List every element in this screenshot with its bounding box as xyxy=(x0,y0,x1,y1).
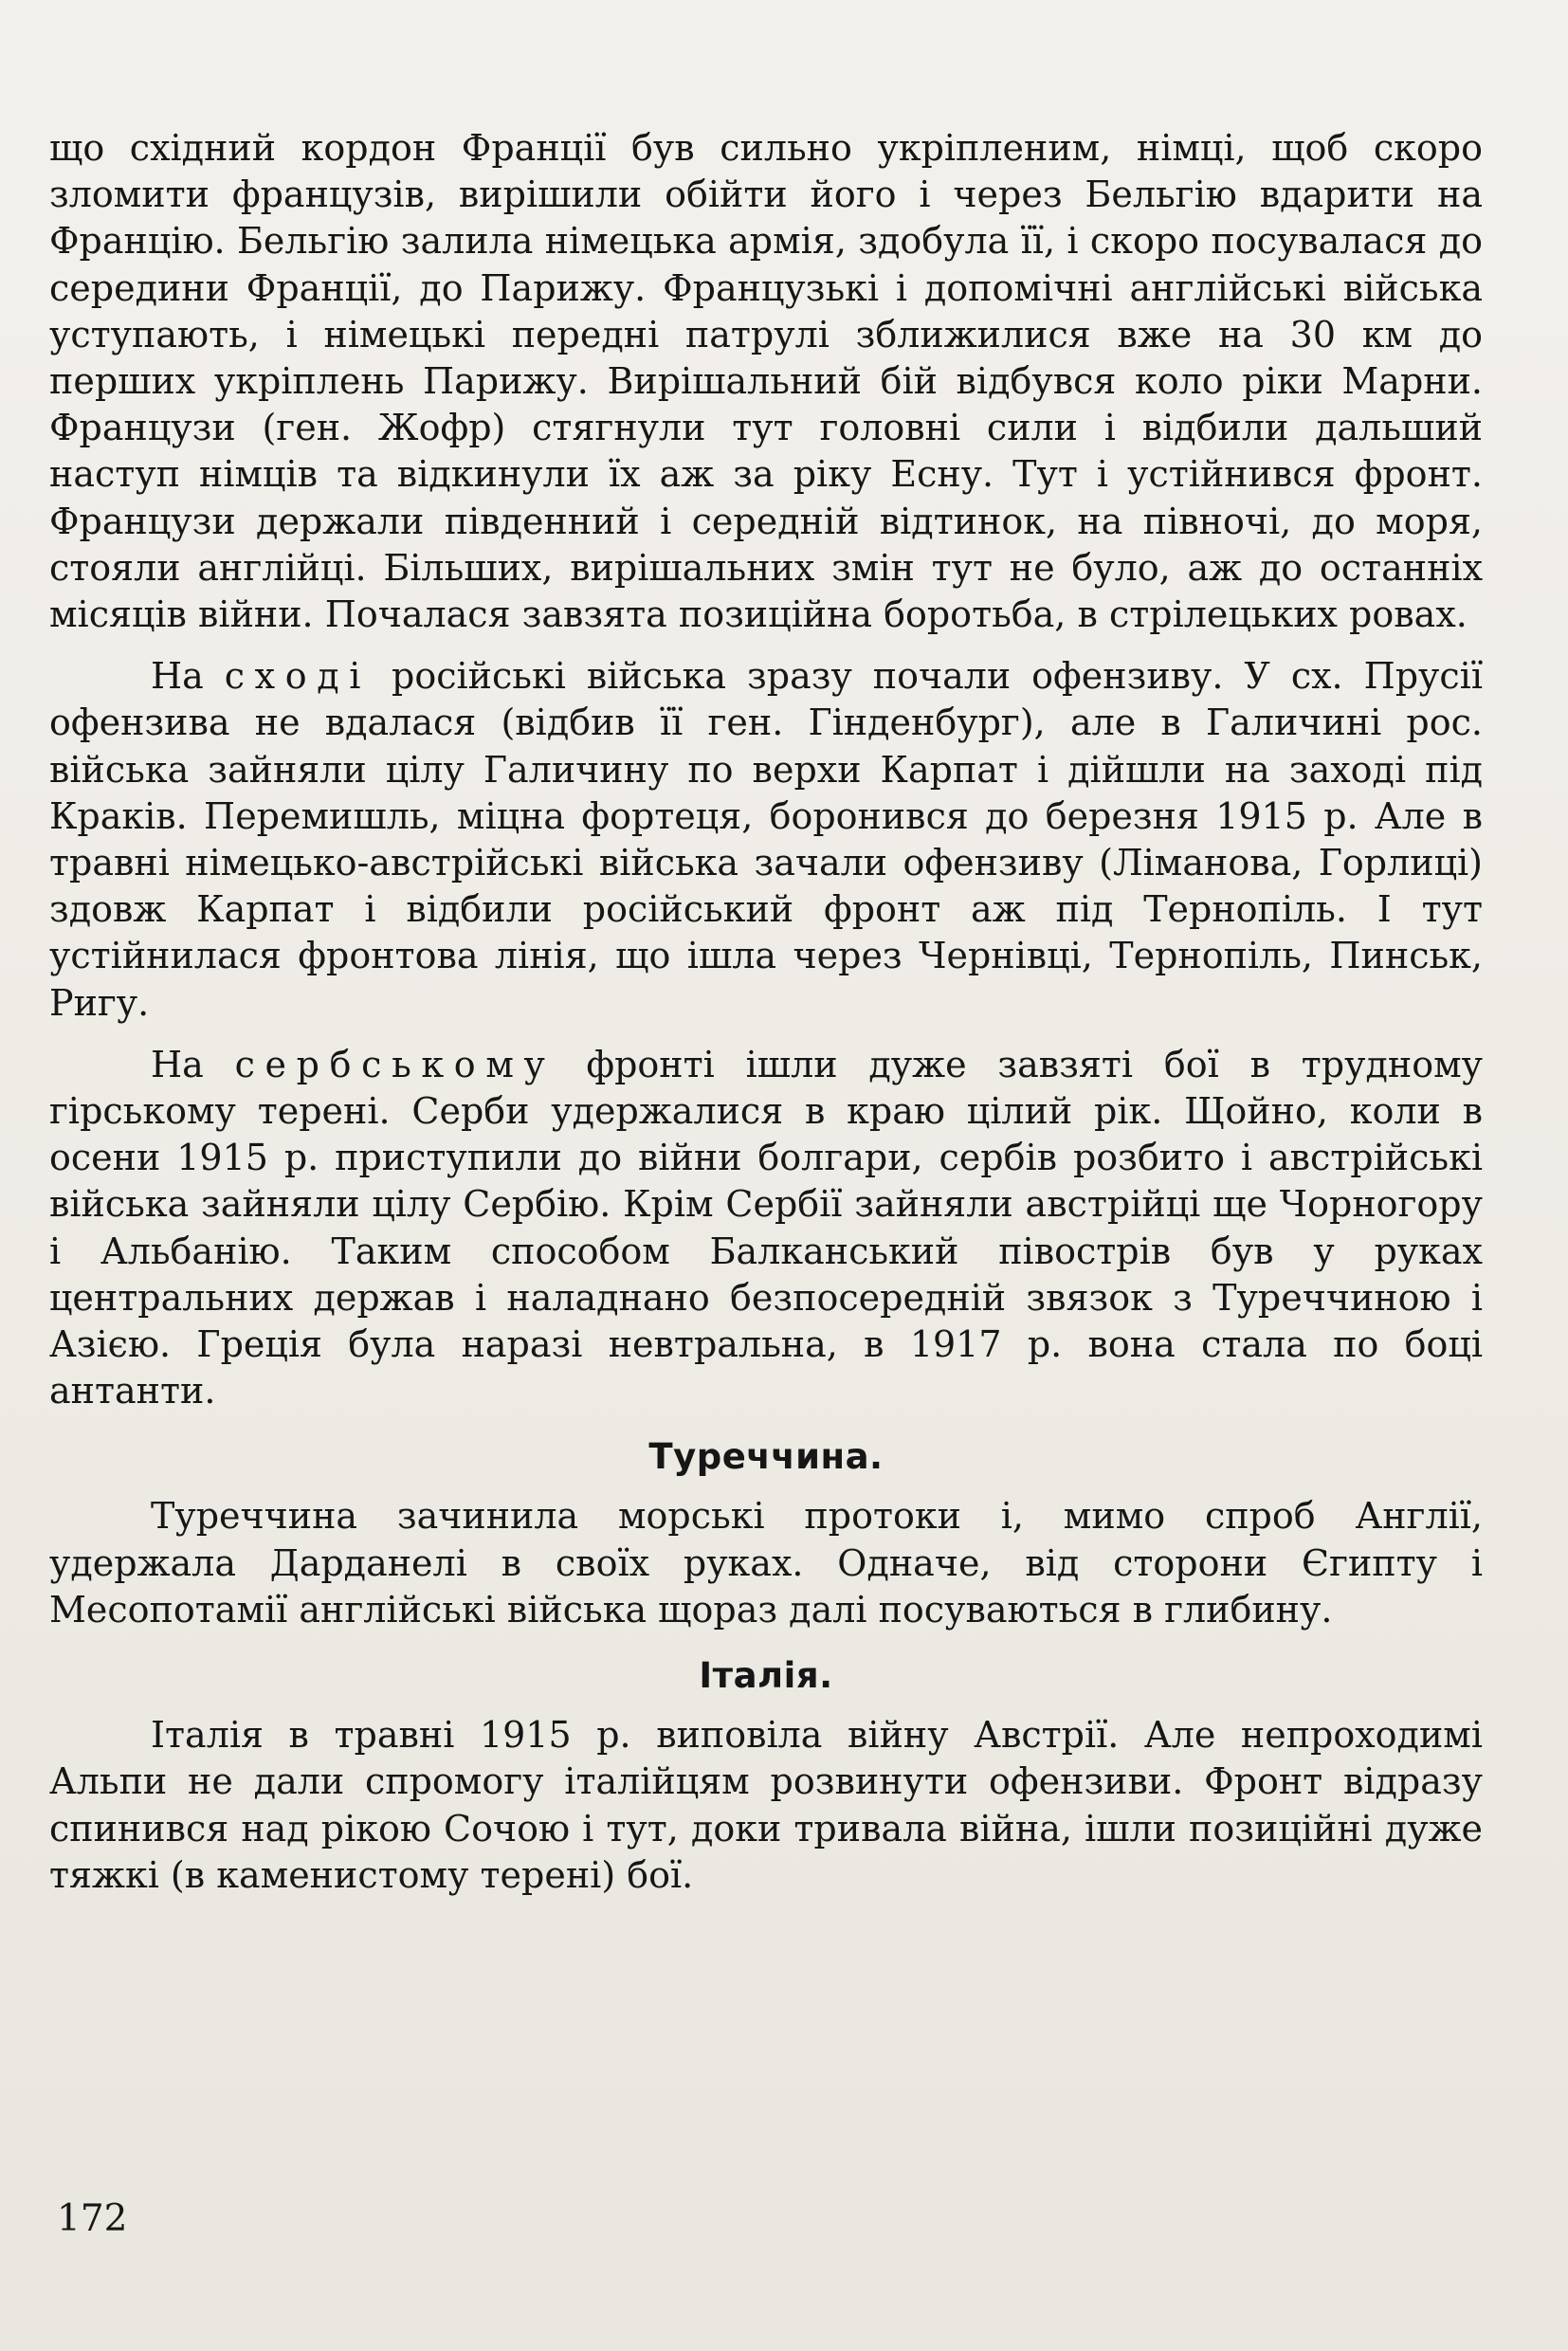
paragraph-text: фронті ішли дуже завзяті бої в трудному гірському терені. Серби удержалися в краю цілий рік. Щойно, коли в осени 1915 р. приступили до війни болгари, сербів розбито і австрійські війська зайняли цілу Сербію. Крім Сербії зайняли австрійці ще Чорногору і Альбанію. Таким способом Балканський півострів був у руках центральних держав і наладнано безпосередній звязок з Туреччиною і Азією. Греція була наразі невтральна, в 1917 р. вона стала по боці антанти. xyxy=(49,1043,1483,1412)
lead-word: На xyxy=(151,655,204,698)
paragraph-western-front: що східний кордон Франції був сильно укріпленим, німці, щоб скоро зломити французів, вирішили обійти його і через Бельгію вдарити на Францію. Бельгію залила німецька армія, здобула її, і скоро посувалася до середини Франції, до Парижу. Французькі і допомічні англійські війська уступають, і німецькі передні патрулі зближилися вже на 30 км до перших укріплень Парижу. Вирішальний бій відбувся коло ріки Марни. Французи (ген. Жофр) стягнули тут головні сили і відбили дальший наступ німців та відкинули їх аж за ріку Есну. Тут і устійнився фронт. Французи держали південний і середній відтинок, на півночі, до моря, стояли англійці. Більших, вирішальних змін тут не було, аж до останніх місяців війни. Почалася завзята позиційна боротьба, в стрілецьких ровах. xyxy=(49,127,1483,636)
section-heading-italy: Італія. xyxy=(699,1655,833,1697)
paragraph-italy: Італія в травні 1915 р. виповіла війну Австрії. Але непроходимі Альпи не дали спромогу італійцям розвинути офензиви. Фронт відразу спинився над рікою Сочою і тут, доки тривала війна, ішли позиційні дуже тяжкі (в каменистому терені) бої. xyxy=(49,1714,1483,1896)
lead-word: На xyxy=(151,1043,204,1085)
paragraph-text: російські війська зразу почали офензиву. У сх. Прусії офензива не вдалася (відбив її ген. Гінденбург), але в Галичині рос. війська зайняли цілу Галичину по верхи Карпат і дійшли на заході під Краків. Перемишль, міцна фортеця, боронився до березня 1915 р. Але в травні німецько-австрійські війська зачали офензиву (Ліманова, Горлиці) здовж Карпат і відбили російський фронт аж під Тернопіль. І тут устійнилася фронтова лінія, що ішла через Чернівці, Тернопіль, Пинськ, Ригу. xyxy=(49,655,1483,1024)
page-number: 172 xyxy=(57,2197,128,2240)
section-heading-turkey: Туреччина. xyxy=(648,1436,884,1478)
body-text xyxy=(49,125,1483,1899)
spaced-emphasis: сході xyxy=(224,655,372,698)
paragraph-serbian-front xyxy=(49,1042,1483,1415)
paragraph-turkey: Туреччина зачинила морські протоки і, мимо спроб Англії, удержала Дарданелі в своїх руках. Одначе, від сторони Єгипту і Месопотамії англійські війська щораз далі посуваються в глибину. xyxy=(49,1495,1483,1631)
spaced-emphasis: сербському xyxy=(234,1043,556,1085)
paragraph-eastern-front xyxy=(49,653,1483,1027)
